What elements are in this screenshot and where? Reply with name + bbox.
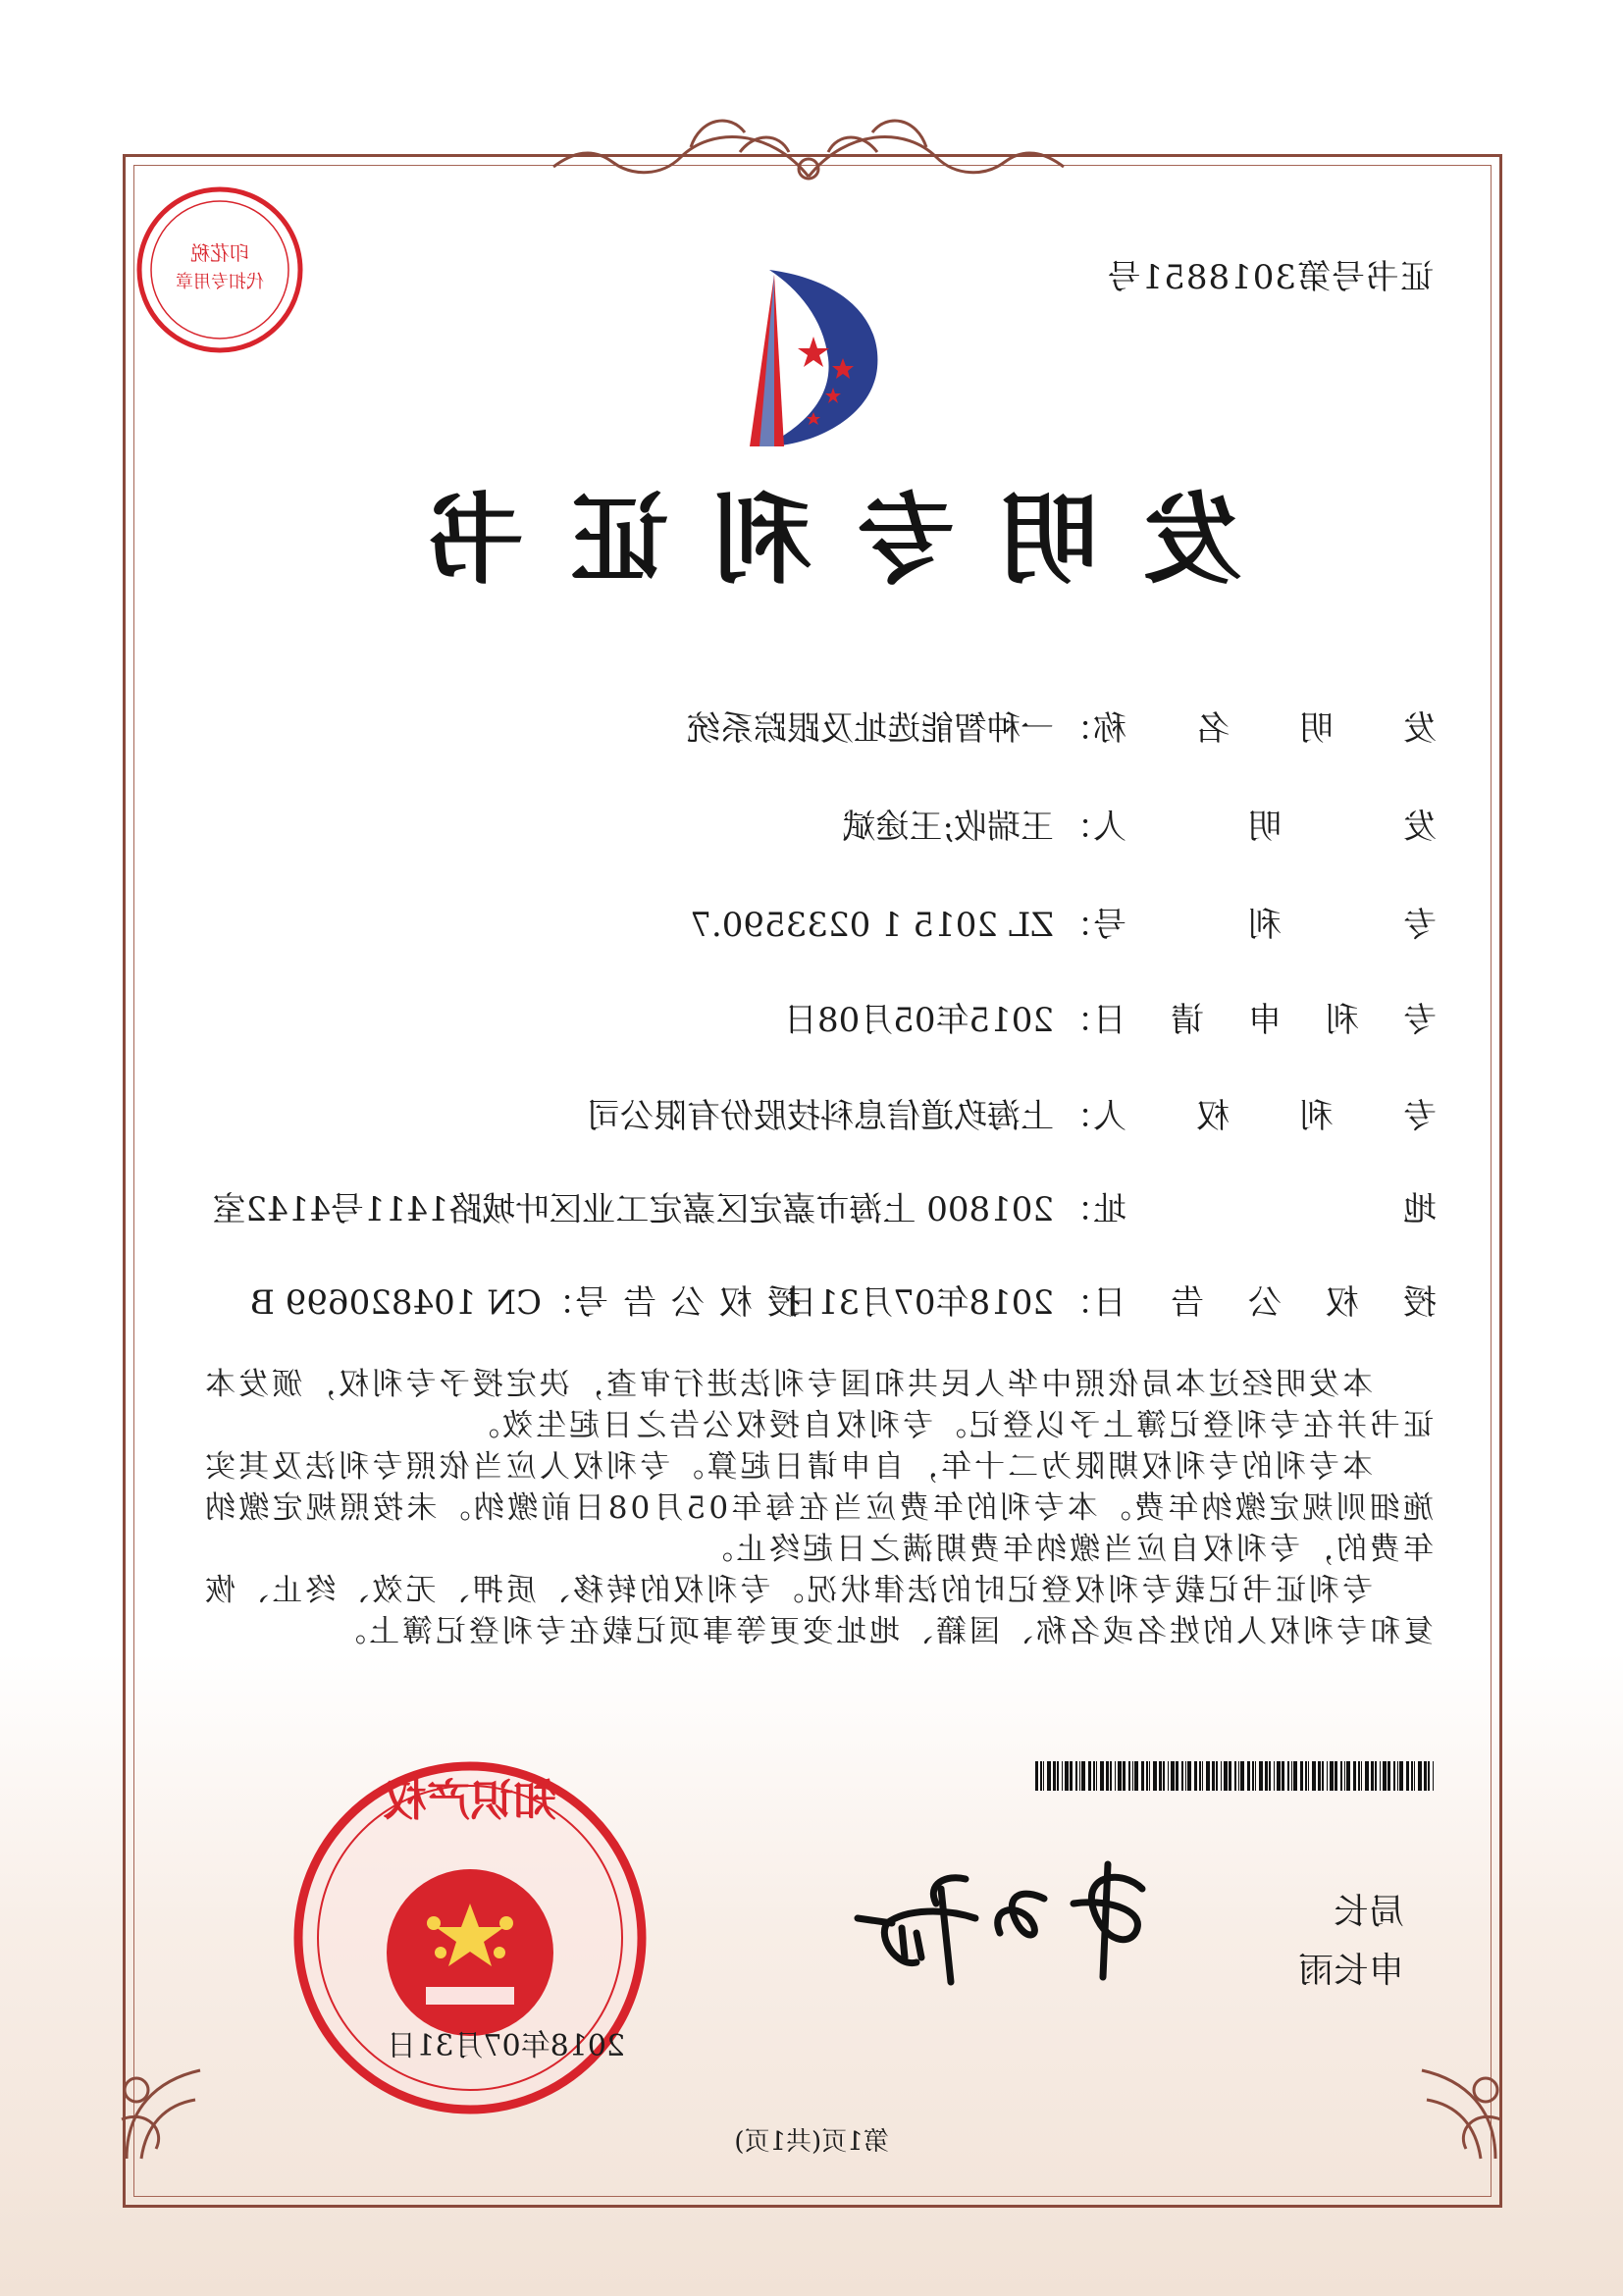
field-grant-publication-number: 授权公告号：CN 104820699 B: [250, 1276, 801, 1324]
field-value: 上海玖道信息科技股份有限公司: [587, 1097, 1054, 1136]
field-label: 专利权人: [1093, 1097, 1437, 1136]
field-invention-name: 发明名称：一种智能选址及跟踪系统: [687, 702, 1437, 750]
svg-text:印花税: 印花税: [190, 241, 249, 265]
field-value: CN 104820699 B: [249, 1283, 542, 1323]
official-seal: [288, 1756, 652, 2119]
barcode: [1031, 1761, 1434, 1791]
signatory-name: 申长雨: [1297, 1951, 1404, 1991]
certificate-title: 发明专利证书: [382, 482, 1241, 598]
field-address: 地址：201800 上海市嘉定区嘉定工业区叶城路1411号4142室: [212, 1182, 1437, 1230]
tax-stamp: [131, 182, 308, 358]
handwritten-signature: [838, 1850, 1162, 1997]
field-label: 专利号: [1093, 906, 1437, 945]
field-value: ZL 2015 1 0233590.7: [690, 906, 1054, 945]
field-grant-date: 授权公告日：2018年07月31日: [784, 1276, 1437, 1324]
field-value: 201800 上海市嘉定区嘉定工业区叶城路1411号4142室: [212, 1190, 1054, 1229]
seal-date: 2018年07月31日: [387, 2029, 625, 2063]
svg-text:知识产权: 知识产权: [384, 1776, 556, 1826]
top-ornament: [544, 108, 1073, 196]
field-value: 王瑞收;王途斌: [842, 808, 1054, 847]
body-paragraph: 本发明经过本局依照中华人民共和国专利法进行审查，决定授予专利权，颁发本证书并在专利登记簿上予以登记。专利权自授权公告之日起生效。: [202, 1367, 1434, 1443]
field-value: 2015年05月08日: [783, 1001, 1054, 1040]
field-patentee: 专利权人：上海玖道信息科技股份有限公司: [587, 1089, 1437, 1137]
cnipa-logo-icon: [686, 260, 921, 456]
certificate-body: [202, 1364, 1434, 1652]
field-label: 地址: [1093, 1190, 1437, 1229]
signatory-role: 局长: [1333, 1892, 1404, 1932]
field-inventor: 发明人：王瑞收;王途斌: [843, 800, 1437, 848]
svg-text:代扣专用章: 代扣专用章: [176, 272, 264, 292]
body-paragraph: 本专利的专利权期限为二十年，自申请日起算。专利权人应当依照专利法及其实施细则规定缴纳年费。本专利的年费应当在每年05月08日前缴纳。未按照规定缴纳年费的，专利权自应当缴纳年费期满之日起终止。: [202, 1449, 1434, 1567]
field-label: 发明人: [1093, 808, 1437, 847]
field-value: 2018年07月31日: [783, 1283, 1054, 1323]
field-label: 授权公告号: [575, 1283, 801, 1323]
body-paragraph: 专利证书记载专利权登记时的法律状况。专利权的转移、质押、无效、终止、恢复和专利权人的姓名或名称、国籍、地址变更等事项记载在专利登记簿上。: [202, 1573, 1434, 1649]
certificate-number: 证书号第3018851号: [1106, 258, 1434, 297]
field-label: 授权公告日: [1093, 1283, 1437, 1323]
field-filing-date: 专利申请日：2015年05月08日: [784, 993, 1437, 1041]
field-patent-number: 专利号：ZL 2015 1 0233590.7: [690, 898, 1437, 946]
page-footer: 第1页(共1页): [734, 2127, 889, 2157]
field-label: 发明名称: [1093, 709, 1437, 749]
field-label: 专利申请日: [1093, 1001, 1437, 1040]
field-value: 一种智能选址及跟踪系统: [687, 709, 1054, 749]
